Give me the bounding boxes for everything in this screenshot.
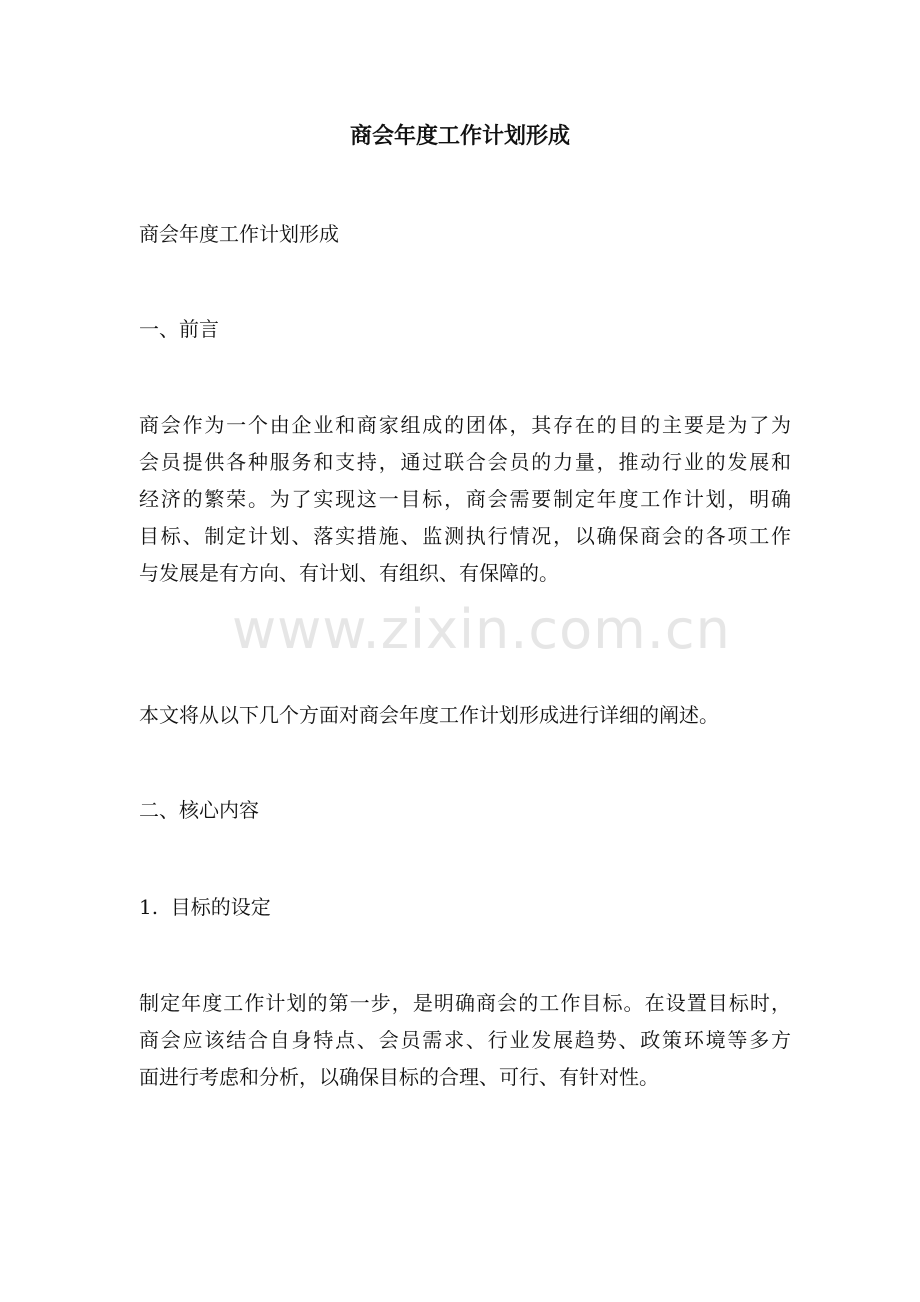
paragraph-line: 制定年度工作计划的第一步，是明确商会的工作目标。在设置目标时， <box>139 991 791 1015</box>
paragraph-line: 商会应该结合自身特点、会员需求、行业发展趋势、政策环境等多方 <box>139 1028 791 1052</box>
paragraph-line: 面进行考虑和分析，以确保目标的合理、可行、有针对性。 <box>139 1065 659 1089</box>
paragraph-line: 商会作为一个由企业和商家组成的团体，其存在的目的主要是为了为 <box>139 413 791 437</box>
watermark: www.zixin.com.cn <box>232 598 731 661</box>
document-title: 商会年度工作计划形成 <box>349 123 570 149</box>
paragraph-line: 经济的繁荣。为了实现这一目标，商会需要制定年度工作计划，明确 <box>139 487 791 511</box>
paragraph-line: 与发展是有方向、有计划、有组织、有保障的。 <box>139 561 559 585</box>
section-heading-core-content: 二、核心内容 <box>139 798 259 822</box>
goal-paragraph <box>139 985 791 1096</box>
subsection-heading-goal-setting: 1. 目标的设定 <box>139 895 271 919</box>
document-subtitle: 商会年度工作计划形成 <box>139 222 339 246</box>
overview-sentence: 本文将从以下几个方面对商会年度工作计划形成进行详细的阐述。 <box>139 703 719 727</box>
intro-paragraph <box>139 407 791 592</box>
section-heading-preface: 一、前言 <box>139 317 219 341</box>
paragraph-line: 会员提供各种服务和支持，通过联合会员的力量，推动行业的发展和 <box>139 450 791 474</box>
paragraph-line: 目标、制定计划、落实措施、监测执行情况，以确保商会的各项工作 <box>139 524 791 548</box>
